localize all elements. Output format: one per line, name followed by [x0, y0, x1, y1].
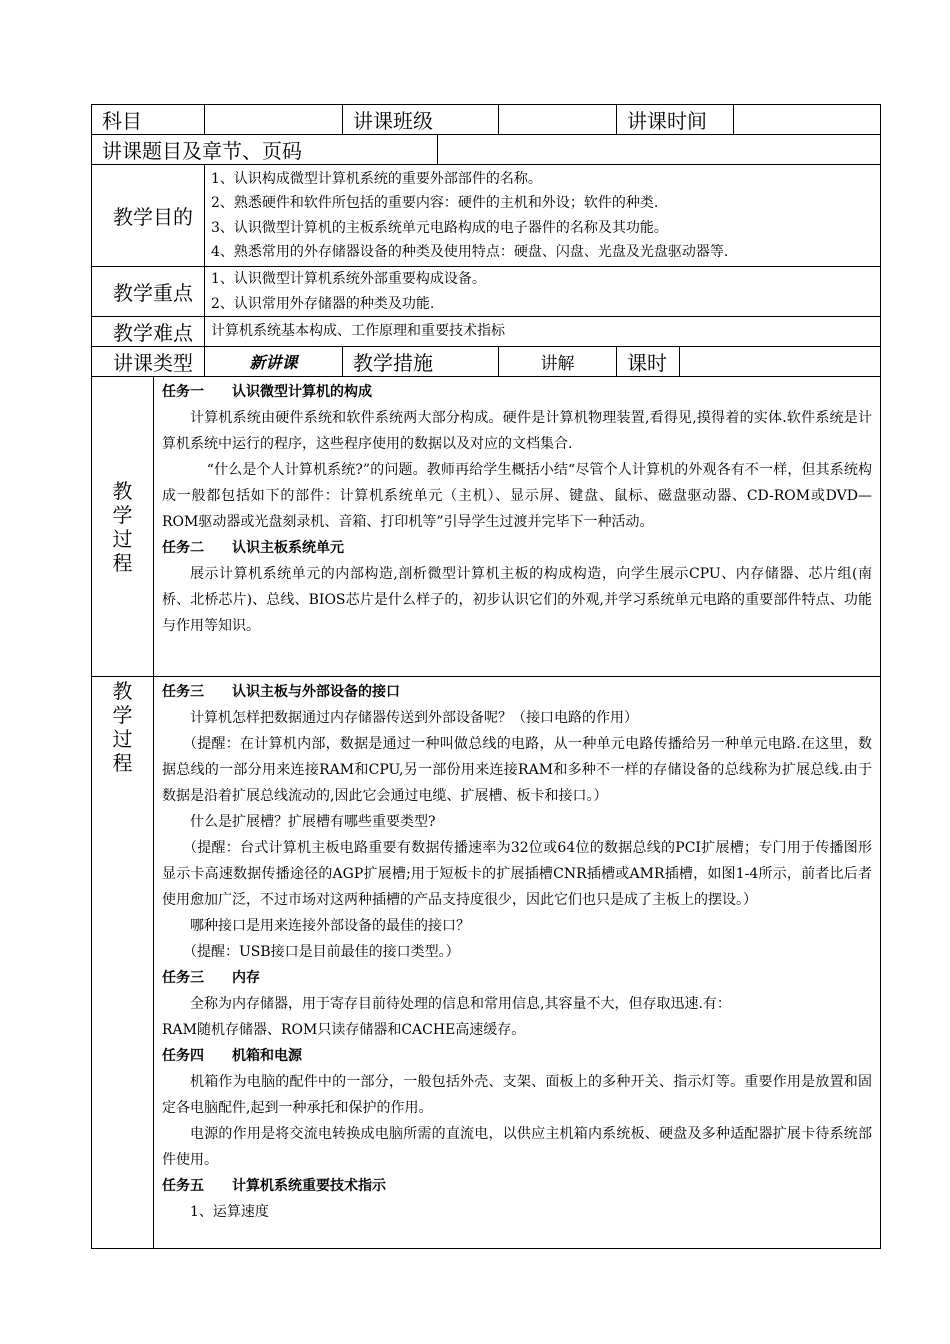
subject-value — [205, 105, 343, 135]
difficulty-text: 计算机系统基本构成、工作原理和重要技术指标 — [205, 317, 881, 347]
task-title: 任务五 计算机系统重要技术指示 — [162, 1178, 386, 1194]
process-label — [92, 677, 154, 1249]
task-title: 任务三 内存 — [162, 970, 260, 986]
objectives-label: 教学目的 — [92, 165, 205, 267]
keypoint-item: 2、认识常用外存储器的种类及功能. — [211, 295, 435, 312]
class-hours-label: 课时 — [617, 347, 680, 377]
label-char: 程 — [112, 751, 133, 775]
lesson-plan-table — [91, 104, 881, 1249]
class-hours-value — [680, 347, 881, 377]
paragraph: （提醒：在计算机内部，数据是通过一种叫做总线的电路，从一种单元电路传播给另一种单元电路.在这里，数据总线的一部分用来连接RAM和CPU,另一部份用来连接RAM和多种不一样的存储设备的总线称为扩展总线.由于数据是沿着扩展总线流动的,因此它会通过电缆、扩展槽、板卡和接口。） — [162, 736, 872, 804]
process-row-2 — [92, 677, 881, 1249]
objectives-row — [92, 165, 881, 267]
objective-item: 1、认识构成微型计算机系统的重要外部部件的名称。 — [211, 170, 542, 187]
paragraph: 全称为内存储器，用于寄存目前待处理的信息和常用信息,其容量不大，但存取迅速.有： — [190, 996, 731, 1012]
label-char: 过 — [112, 526, 133, 551]
paragraph: 电源的作用是将交流电转换成电脑所需的直流电，以供应主机箱内系统板、硬盘及多种适配器扩展卡待系统部件使用。 — [162, 1126, 872, 1168]
paragraph: 1、运算速度 — [190, 1204, 269, 1220]
paragraph: 机箱作为电脑的配件中的一部分，一般包括外壳、支架、面板上的多种开关、指示灯等。重要作用是放置和固定各电脑配件,起到一种承托和保护的作用。 — [162, 1074, 872, 1116]
teaching-method-value: 讲解 — [499, 347, 617, 377]
label-char: 过 — [112, 727, 133, 751]
label-char: 程 — [112, 550, 133, 575]
paragraph: “什么是个人计算机系统?”的问题。教师再给学生概括小结“尽管个人计算机的外观各有不一样，但其系统构成一般都包括如下的部件：计算机系统单元（主机）、显示屏、键盘、鼠标、磁盘驱动器、CD-ROM或DVD—ROM驱动器或光盘刻录机、音箱、打印机等”引导学生过渡并完毕下一种活动。 — [162, 462, 872, 530]
process-content-2 — [154, 677, 881, 1249]
topic-row — [92, 135, 881, 165]
objective-item: 4、熟悉常用的外存储器设备的种类及使用特点：硬盘、闪盘、光盘及光盘驱动器等. — [211, 244, 729, 260]
header-row — [92, 105, 881, 135]
paragraph: 计算机系统由硬件系统和软件系统两大部分构成。硬件是计算机物理装置,看得见,摸得着的实体.软件系统是计算机系统中运行的程序，这些程序使用的数据以及对应的文档集合. — [162, 410, 872, 452]
task-title: 任务二 认识主板系统单元 — [162, 540, 344, 556]
task-title: 任务四 机箱和电源 — [162, 1048, 302, 1064]
class-value — [499, 105, 617, 135]
label-char: 学 — [112, 502, 133, 527]
time-value — [734, 105, 881, 135]
objective-item: 2、熟悉硬件和软件所包括的重要内容：硬件的主机和外设；软件的种类. — [211, 195, 659, 211]
objective-item: 3、认识微型计算机的主板系统单元电路构成的电子器件的名称及其功能。 — [211, 219, 668, 236]
lesson-plan-page — [91, 104, 880, 1249]
label-char: 学 — [112, 703, 133, 727]
task-title: 任务一 认识微型计算机的构成 — [162, 384, 372, 400]
paragraph: 什么是扩展槽？扩展槽有哪些重要类型? — [190, 814, 436, 830]
keypoints-label: 教学重点 — [92, 267, 205, 317]
keypoints-list — [205, 267, 881, 317]
teaching-method-label: 教学措施 — [343, 347, 499, 377]
lesson-type-value: 新讲课 — [205, 347, 343, 377]
subject-label: 科目 — [92, 105, 205, 135]
paragraph: 展示计算机系统单元的内部构造,剖析微型计算机主板的构成构造，向学生展示CPU、内存储器、芯片组(南桥、北桥芯片)、总线、BIOS芯片是什么样子的，初步认识它们的外观,并学习系统单元电路的重要部件特点、功能与作用等知识。 — [162, 566, 872, 634]
paragraph: RAM随机存储器、ROM只读存储器和CACHE高速缓存。 — [162, 1022, 526, 1038]
keypoint-item: 1、认识微型计算机系统外部重要构成设备。 — [211, 271, 486, 287]
process-content-1 — [154, 377, 881, 677]
lesson-type-row — [92, 347, 881, 377]
difficulty-row — [92, 317, 881, 347]
time-label: 讲课时间 — [617, 105, 734, 135]
label-char: 教 — [112, 679, 133, 703]
lesson-type-label: 讲课类型 — [92, 347, 205, 377]
paragraph: （提醒：台式计算机主板电路重要有数据传播速率为32位或64位的数据总线的PCI扩展槽；专门用于传播图形显示卡高速数据传播途径的AGP扩展槽;用于短板卡的扩展插槽CNR插槽或AMR插槽，如图1-4所示，前者比后者使用愈加广泛，不过市场对这两种插槽的产品支持度很少，因此它们也只是成了主板上的摆设。） — [162, 840, 872, 908]
paragraph: 哪种接口是用来连接外部设备的最佳的接口？ — [190, 918, 470, 934]
process-label — [92, 377, 154, 677]
label-char: 教 — [112, 478, 133, 503]
objectives-list — [205, 165, 881, 267]
difficulty-label: 教学难点 — [92, 317, 205, 347]
topic-label: 讲课题目及章节、页码 — [92, 135, 438, 165]
paragraph: （提醒：USB接口是目前最佳的接口类型。） — [183, 944, 460, 960]
process-row-1 — [92, 377, 881, 677]
class-label: 讲课班级 — [343, 105, 499, 135]
keypoints-row — [92, 267, 881, 317]
task-title: 任务三 认识主板与外部设备的接口 — [162, 684, 400, 700]
paragraph: 计算机怎样把数据通过内存储器传送到外部设备呢？（接口电路的作用） — [190, 710, 638, 726]
topic-value — [438, 135, 881, 165]
